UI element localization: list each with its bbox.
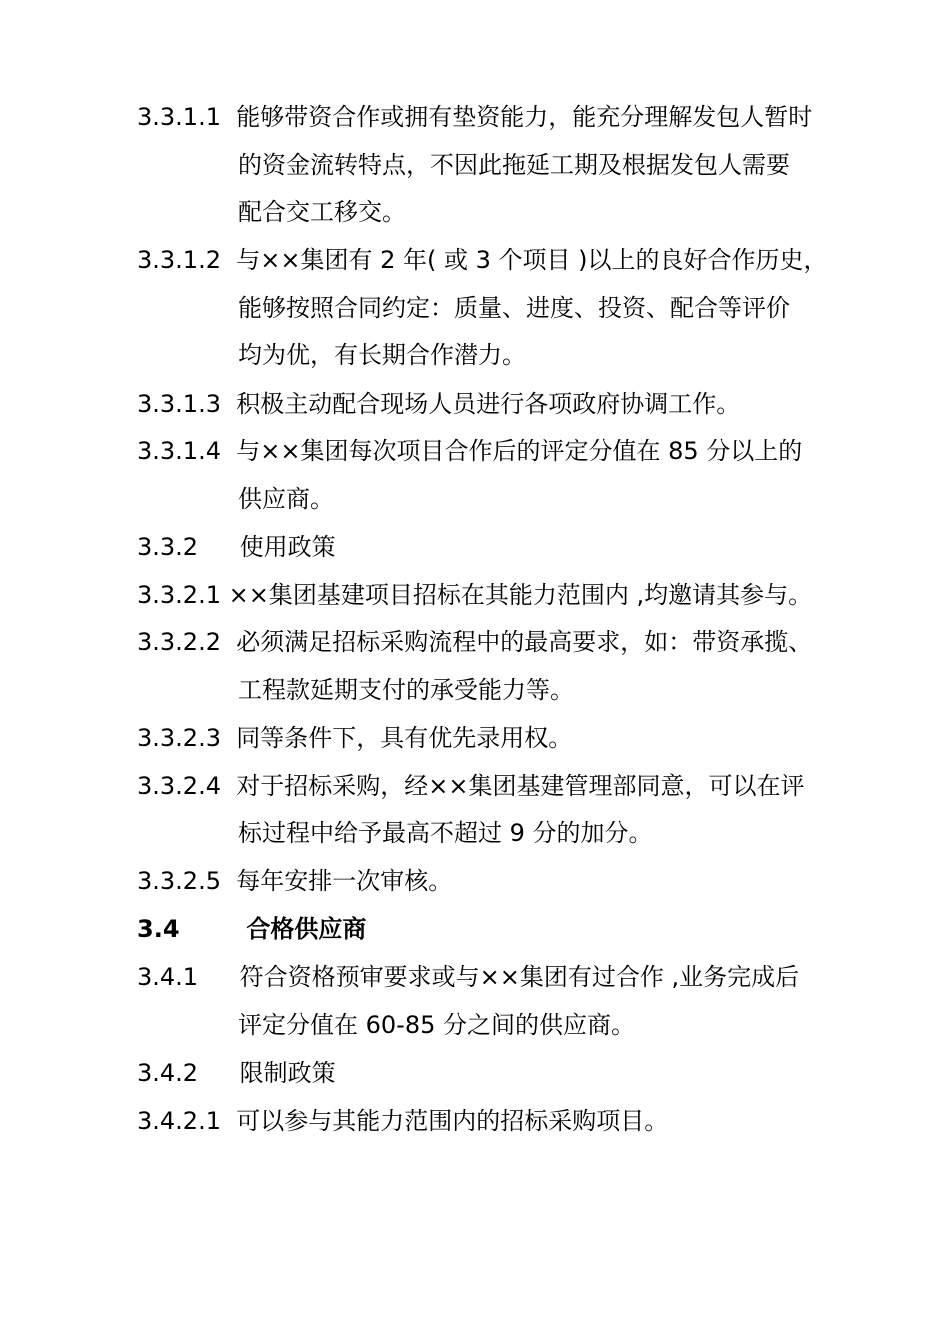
clause-number: 3.3.1.2: [137, 246, 221, 274]
clause-number: 3.4.1: [137, 963, 199, 991]
clause-continuation: [238, 197, 406, 227]
clause-text: ××集团基建项目招标在其能力范围内 ,均邀请其参与。: [228, 581, 813, 609]
clause-3-4-2-1: [137, 1106, 668, 1136]
continuation-text: 评定分值在 60-85 分之间的供应商。: [238, 1011, 635, 1039]
clause-continuation: [238, 675, 574, 705]
continuation-text: 配合交工移交。: [238, 198, 406, 226]
clause-3-3-1-4: [137, 436, 802, 466]
clause-number: 3.3.2: [137, 533, 199, 561]
clause-text: 与××集团每次项目合作后的评定分值在 85 分以上的: [236, 437, 803, 465]
clause-number: 3.3.1.4: [137, 437, 221, 465]
clause-text: 积极主动配合现场人员进行各项政府协调工作。: [236, 390, 741, 418]
clause-continuation: [238, 1010, 635, 1040]
clause-3-3-1-2: [137, 245, 828, 275]
clause-3-3-1-1: [137, 102, 812, 132]
clause-continuation: [238, 293, 790, 323]
clause-continuation: [238, 150, 790, 180]
continuation-text: 供应商。: [238, 485, 334, 513]
section-heading-3-4: [137, 914, 366, 944]
clause-number: 3.3.2.5: [137, 867, 221, 895]
clause-text: 每年安排一次审核。: [236, 867, 453, 895]
clause-3-3-2-1: [137, 580, 812, 610]
clause-3-3-1-3: [137, 389, 740, 419]
clause-3-3-2-4: [137, 771, 804, 801]
clause-text: 使用政策: [239, 533, 336, 561]
clause-3-3-2: [137, 532, 336, 562]
clause-number: 3.3.1.3: [137, 390, 221, 418]
clause-continuation: [238, 818, 653, 848]
clause-text: 能够带资合作或拥有垫资能力，能充分理解发包人暂时: [236, 103, 813, 131]
clause-3-4-2: [137, 1058, 336, 1088]
clause-number: 3.3.1.1: [137, 103, 221, 131]
continuation-text: 的资金流转特点，不因此拖延工期及根据发包人需要: [238, 151, 790, 179]
continuation-text: 标过程中给予最高不超过 9 分的加分。: [238, 819, 653, 847]
clause-text: 同等条件下，具有优先录用权。: [236, 724, 573, 752]
clause-number: 3.4.2: [137, 1059, 199, 1087]
clause-number: 3.3.2.3: [137, 724, 221, 752]
clause-number: 3.3.2.4: [137, 772, 221, 800]
clause-number: 3.4.2.1: [137, 1107, 221, 1135]
continuation-text: 能够按照合同约定：质量、进度、投资、配合等评价: [238, 294, 790, 322]
clause-3-3-2-5: [137, 866, 452, 896]
clause-text: 必须满足招标采购流程中的最高要求，如：带资承揽、: [236, 628, 813, 656]
clause-text: 限制政策: [239, 1059, 336, 1087]
section-title: 合格供应商: [246, 915, 367, 943]
clause-3-3-2-2: [137, 627, 812, 657]
clause-number: 3.3.2.1: [137, 581, 221, 609]
clause-3-3-2-3: [137, 723, 572, 753]
section-number: 3.4: [137, 915, 180, 943]
clause-number: 3.3.2.2: [137, 628, 221, 656]
clause-text: 符合资格预审要求或与××集团有过合作 ,业务完成后: [239, 963, 800, 991]
clause-continuation: [238, 340, 526, 370]
clause-text: 与××集团有 2 年( 或 3 个项目 )以上的良好合作历史，: [236, 246, 828, 274]
continuation-text: 工程款延期支付的承受能力等。: [238, 676, 574, 704]
clause-3-4-1: [137, 962, 799, 992]
continuation-text: 均为优，有长期合作潜力。: [238, 341, 526, 369]
clause-continuation: [238, 484, 334, 514]
clause-text: 对于招标采购，经××集团基建管理部同意，可以在评: [236, 772, 805, 800]
clause-text: 可以参与其能力范围内的招标采购项目。: [236, 1107, 669, 1135]
